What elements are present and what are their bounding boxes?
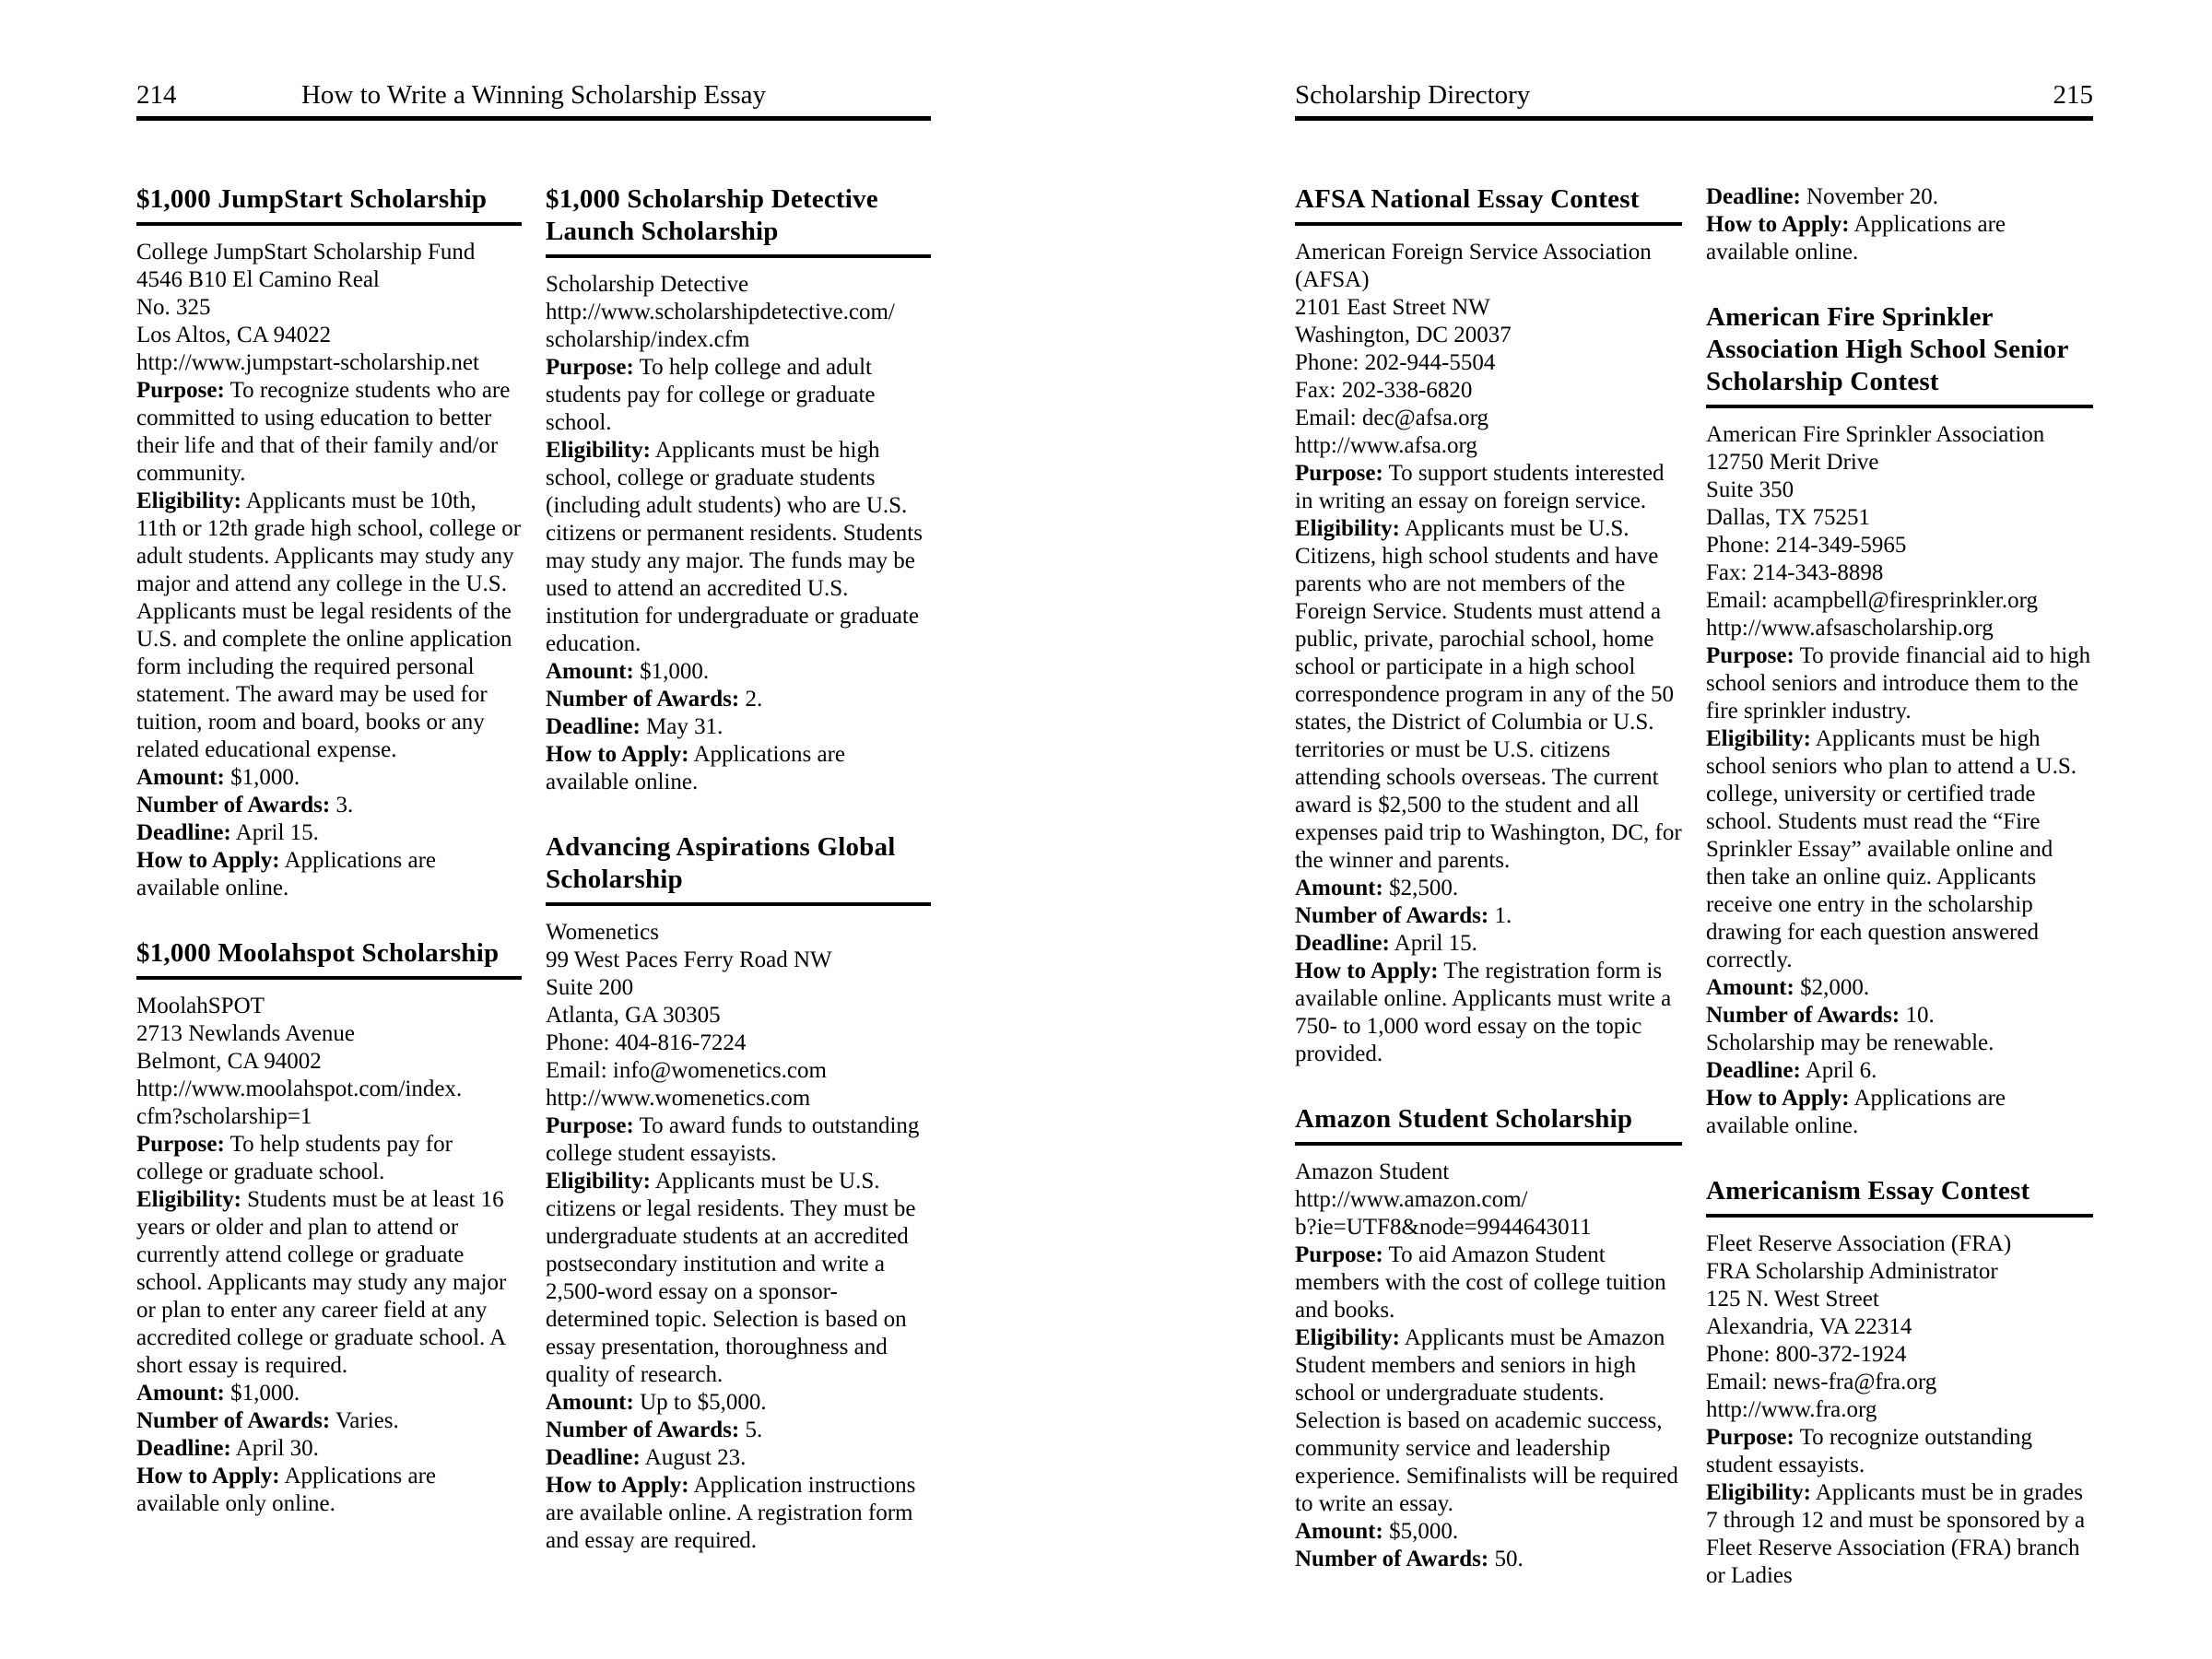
address-line [546, 1002, 931, 1030]
field-label: Eligibility: [1706, 1480, 1811, 1505]
address-line [1706, 449, 2093, 477]
field-label: How to Apply: [546, 742, 689, 767]
field-label: Deadline: [136, 1436, 231, 1461]
field-text: http://www.afsascholarship.org [1706, 616, 1994, 641]
field-text: To provide financial aid to high school seniors and introduce them to the fire sprinkler industry. [1706, 643, 2091, 724]
field-text: Fleet Reserve Association (FRA) [1706, 1231, 2012, 1256]
address-line [546, 947, 931, 974]
scholarship-entry [546, 183, 931, 796]
field-eligibility [546, 437, 931, 658]
page-215 [1295, 79, 2093, 1590]
address-line [136, 1020, 522, 1048]
field-label: How to Apply: [1706, 1086, 1850, 1111]
field-text: Phone: 800-372-1924 [1706, 1342, 1907, 1367]
field-label: Number of Awards: [546, 1418, 740, 1442]
field-text: Scholarship Detective [546, 272, 749, 297]
address-line [136, 1103, 522, 1131]
field-label: Eligibility: [1295, 516, 1400, 541]
field-deadline [1295, 930, 1682, 958]
field-label: Eligibility: [546, 1169, 651, 1194]
page-number: 214 [136, 80, 177, 110]
field-text: 2. [745, 687, 763, 712]
address-line [1706, 615, 2093, 642]
field-text: Applicants must be 10th, 11th or 12th grade high school, college or adult students. Applicants may study any major and attend any college in the U.S. Applicants must be legal residents of the U.S. and complete the online application form including the required personal statement. The award may be used for tuition, room and board, books or any related educational expense. [136, 488, 522, 762]
field-eligibility [546, 1168, 931, 1389]
entry-title: $1,000 Scholarship Detective Launch Scholarship [546, 183, 931, 258]
address-line [1295, 349, 1682, 377]
address-line [1706, 1258, 2093, 1286]
field-text: April 15. [235, 820, 319, 845]
address-line [1295, 1159, 1682, 1186]
field-text: Applicants must be U.S. Citizens, high school students and have parents who are not members of the Foreign Service. Students must attend a public, private, parochial school, home school or participate in a high school correspondence program in any of the 50 states, the District of Columbia or U.S. territories or must be U.S. citizens attending schools overseas. The current award is $2,500 to the student and all expenses paid trip to Washington, DC, for the winner and parents. [1295, 516, 1682, 873]
field-label: Number of Awards: [136, 1408, 331, 1433]
field-text: Application instructions are available online. A registration form and essay are required. [546, 1473, 916, 1553]
field-label: Number of Awards: [1295, 903, 1489, 928]
address-line [1706, 1369, 2093, 1396]
page-214 [136, 79, 931, 1555]
address-line [1706, 587, 2093, 615]
field-text: To recognize students who are committed to using education to better their life and that of their family and/or community. [136, 378, 511, 486]
field-label: Number of Awards: [546, 687, 740, 712]
field-text: To help students pay for college or graduate school. [136, 1132, 453, 1184]
entry-title: Amazon Student Scholarship [1295, 1103, 1682, 1146]
field-howtoapply [136, 847, 522, 902]
field-howtoapply [1706, 1085, 2093, 1140]
address-line [1295, 322, 1682, 349]
field-label: Purpose: [136, 1132, 225, 1157]
address-line [546, 1085, 931, 1112]
field-purpose [136, 377, 522, 488]
address-line [546, 326, 931, 354]
field-text: 125 N. West Street [1706, 1287, 1879, 1312]
field-label: Purpose: [546, 355, 634, 380]
field-label: Number of Awards: [136, 793, 331, 818]
field-text: Womenetics [546, 920, 659, 945]
field-text: 2713 Newlands Avenue [136, 1021, 355, 1046]
address-line [1706, 1230, 2093, 1258]
column [136, 183, 522, 1555]
column [1706, 183, 2093, 1590]
field-amount [546, 658, 931, 686]
field-howtoapply [546, 1472, 931, 1555]
field-amount [546, 1389, 931, 1417]
field-numberofawards [1295, 1546, 1682, 1573]
address-line [1295, 294, 1682, 322]
field-purpose [136, 1131, 522, 1186]
field-text: 4546 B10 El Camino Real [136, 267, 380, 292]
field-label: Amount: [136, 765, 225, 790]
address-line [1295, 405, 1682, 432]
field-text: 12750 Merit Drive [1706, 450, 1879, 475]
field-eligibility [1706, 725, 2093, 974]
field-label: Eligibility: [546, 438, 651, 463]
field-text: Email: news-fra@fra.org [1706, 1370, 1937, 1394]
field-text: April 6. [1805, 1058, 1877, 1083]
field-text: Amazon Student [1295, 1159, 1450, 1184]
field-howtoapply [546, 741, 931, 796]
field-text: $2,500. [1389, 876, 1459, 900]
address-line [136, 349, 522, 377]
entry-title: American Fire Sprinkler Association High School Senior Scholarship Contest [1706, 301, 2093, 408]
scholarship-entry [1706, 1175, 2093, 1590]
field-text: To support students interested in writing an essay on foreign service. [1295, 461, 1665, 513]
field-text: American Foreign Service Association [1295, 240, 1652, 265]
column [546, 183, 931, 1555]
address-line [1295, 266, 1682, 294]
field-text: November 20. [1806, 184, 1939, 209]
field-text: Email: acampbell@firesprinkler.org [1706, 588, 2038, 613]
field-amount [136, 764, 522, 792]
entry-title: AFSA National Essay Contest [1295, 183, 1682, 226]
field-text: Applications are available only online. [136, 1464, 436, 1516]
field-amount [1295, 875, 1682, 902]
field-text: scholarship/index.cfm [546, 327, 750, 352]
address-line [546, 919, 931, 947]
field-text: $5,000. [1389, 1519, 1459, 1544]
field-text: http://www.fra.org [1706, 1397, 1877, 1422]
field-deadline [1706, 183, 2093, 211]
field-purpose [1295, 1241, 1682, 1324]
scholarship-entry [1295, 183, 1682, 1068]
field-label: Deadline: [1706, 1058, 1801, 1083]
field-text: Washington, DC 20037 [1295, 323, 1512, 347]
field-text: 1. [1494, 903, 1512, 928]
address-line [136, 1076, 522, 1103]
field-text: Suite 200 [546, 975, 634, 1000]
address-line [1706, 504, 2093, 532]
field-label: How to Apply: [136, 848, 280, 873]
field-text: Applicants must be in grades 7 through 12 and must be sponsored by a Fleet Reserve Association (FRA) branch or Ladies [1706, 1480, 2086, 1588]
field-howtoapply [1295, 958, 1682, 1068]
field-text: Applications are available online. [1706, 1086, 2006, 1138]
field-text: Applications are available online. [546, 742, 845, 794]
address-line [1706, 477, 2093, 504]
scholarship-entry [1706, 301, 2093, 1140]
address-line [136, 1048, 522, 1076]
field-purpose [1706, 642, 2093, 725]
field-howtoapply [136, 1463, 522, 1518]
scholarship-entry [1706, 183, 2093, 266]
scholarship-entry [1295, 1103, 1682, 1573]
address-line [1295, 1186, 1682, 1214]
field-eligibility [1295, 515, 1682, 875]
field-label: Amount: [546, 659, 634, 684]
field-text: April 15. [1394, 931, 1477, 956]
field-eligibility [1706, 1479, 2093, 1590]
field-howtoapply [1706, 211, 2093, 266]
field-numberofawards [136, 1407, 522, 1435]
page-header-right [1295, 79, 2093, 121]
address-line [1295, 432, 1682, 460]
field-text: College JumpStart Scholarship Fund [136, 240, 476, 265]
field-text: http://www.moolahspot.com/index. [136, 1077, 463, 1101]
field-text: The registration form is available online. Applicants must write a 750- to 1,000 word essay on the topic provided. [1295, 959, 1672, 1066]
address-line [136, 239, 522, 266]
address-line [1706, 1396, 2093, 1424]
field-text: $1,000. [230, 1381, 300, 1406]
field-text: Email: info@womenetics.com [546, 1058, 827, 1083]
field-label: How to Apply: [546, 1473, 689, 1498]
field-numberofawards [546, 1417, 931, 1444]
field-text: Belmont, CA 94002 [136, 1049, 322, 1074]
address-line [1706, 1286, 2093, 1313]
field-text: $2,000. [1800, 975, 1870, 1000]
address-line [1295, 377, 1682, 405]
address-line [136, 266, 522, 294]
field-deadline [1706, 1057, 2093, 1085]
field-text: Up to $5,000. [640, 1390, 767, 1415]
field-text: 10. [1905, 1003, 1935, 1028]
field-label: Amount: [1295, 1519, 1383, 1544]
address-line [1706, 1341, 2093, 1369]
page-number: 215 [2053, 80, 2093, 110]
field-text: Los Altos, CA 94022 [136, 323, 332, 347]
field-text: Atlanta, GA 30305 [546, 1003, 721, 1028]
field-text: MoolahSPOT [136, 994, 265, 1018]
field-text: Varies. [335, 1408, 399, 1433]
field-text: To help college and adult students pay for college or graduate school. [546, 355, 876, 435]
field-label: Purpose: [1706, 643, 1794, 668]
field-label: Amount: [546, 1390, 634, 1415]
field-label: Amount: [1706, 975, 1794, 1000]
field-text: American Fire Sprinkler Association [1706, 422, 2045, 447]
field-deadline [546, 713, 931, 741]
field-text: 99 West Paces Ferry Road NW [546, 947, 832, 972]
field-text: Applicants must be Amazon Student members and seniors in high school or undergraduate students. Selection is based on academic success, community service and leadership experience. Semifinalists will be required to write an essay. [1295, 1325, 1678, 1516]
address-line [136, 294, 522, 322]
entry-title: Americanism Essay Contest [1706, 1175, 2093, 1218]
field-label: Eligibility: [1706, 726, 1811, 751]
field-text: August 23. [644, 1445, 747, 1470]
field-text: Phone: 214-349-5965 [1706, 533, 1907, 558]
field-text: (AFSA) [1295, 267, 1370, 292]
field-text: Scholarship may be renewable. [1706, 1030, 1994, 1055]
field-text: http://www.amazon.com/ [1295, 1187, 1528, 1212]
field-text: Students must be at least 16 years or older and plan to attend or currently attend college or graduate school. Applicants may study any major or plan to enter any career field at any accredited college or graduate school. A short essay is required. [136, 1187, 507, 1378]
field-text: To aid Amazon Student members with the cost of college tuition and books. [1295, 1242, 1666, 1323]
address-line [1295, 1214, 1682, 1241]
field-label: Deadline: [546, 1445, 641, 1470]
field-text: b?ie=UTF8&node=9944643011 [1295, 1215, 1592, 1240]
field-amount [136, 1380, 522, 1407]
field-label: Deadline: [136, 820, 231, 845]
field-label: Eligibility: [1295, 1325, 1400, 1350]
field-label: How to Apply: [136, 1464, 280, 1488]
running-header-title: Scholarship Directory [1295, 80, 1531, 110]
field-text: 50. [1494, 1547, 1524, 1571]
field-text: Alexandria, VA 22314 [1706, 1314, 1912, 1339]
address-line [1706, 421, 2093, 449]
field-label: Amount: [136, 1381, 225, 1406]
field-text: No. 325 [136, 295, 211, 320]
field-eligibility [136, 488, 522, 764]
field-label: Deadline: [1295, 931, 1390, 956]
field-label: Eligibility: [136, 488, 241, 513]
column [1295, 183, 1682, 1590]
address-line [546, 1030, 931, 1057]
entry-title: Advancing Aspirations Global Scholarship [546, 831, 931, 906]
field-text: http://www.jumpstart-scholarship.net [136, 350, 479, 375]
scholarship-entry [136, 183, 522, 902]
field-text: Phone: 404-816-7224 [546, 1030, 747, 1055]
field-amount [1295, 1518, 1682, 1546]
field-text: http://www.afsa.org [1295, 433, 1477, 458]
address-line [1706, 532, 2093, 559]
address-line [546, 1057, 931, 1085]
field-deadline [136, 1435, 522, 1463]
address-line [1706, 1313, 2093, 1341]
field-text: To award funds to outstanding college student essayists. [546, 1113, 920, 1166]
field-text: 5. [745, 1418, 763, 1442]
field-text: 3. [335, 793, 354, 818]
field-text: http://www.scholarshipdetective.com/ [546, 300, 895, 324]
page-header-left [136, 79, 931, 121]
field-purpose [1295, 460, 1682, 515]
field-eligibility [136, 1186, 522, 1380]
scholarship-entry [136, 937, 522, 1518]
field-text: Phone: 202-944-5504 [1295, 350, 1496, 375]
field-label: Purpose: [136, 378, 225, 403]
columns-left-page [136, 183, 931, 1555]
field-text: http://www.womenetics.com [546, 1086, 811, 1111]
field-text: Applicants must be high school seniors who plan to attend a U.S. college, university or certified trade school. Students must read the “Fire Sprinkler Essay” available online and then take an online quiz. Applicants receive one entry in the scholarship drawing for each question answered correctly. [1706, 726, 2077, 972]
field-label: How to Apply: [1295, 959, 1439, 983]
field-text: May 31. [646, 714, 724, 739]
field-text: Dallas, TX 75251 [1706, 505, 1870, 530]
field-numberofawards [546, 686, 931, 713]
field-label: Deadline: [1706, 184, 1801, 209]
field-text: Suite 350 [1706, 477, 1794, 502]
address-line [1295, 239, 1682, 266]
field-eligibility [1295, 1324, 1682, 1518]
field-label: Amount: [1295, 876, 1383, 900]
running-header-title: How to Write a Winning Scholarship Essay [300, 80, 767, 110]
field-label: Deadline: [546, 714, 641, 739]
field-numberofawards [1706, 1002, 2093, 1030]
field-numberofawards [136, 792, 522, 819]
field-text: Applications are available online. [136, 848, 436, 900]
field-label: Purpose: [1295, 1242, 1383, 1267]
address-line [1706, 559, 2093, 587]
field-numberofawards [1295, 902, 1682, 930]
field-text: Fax: 202-338-6820 [1295, 378, 1473, 403]
field-deadline [136, 819, 522, 847]
scholarship-entry [546, 831, 931, 1555]
field-purpose [1706, 1424, 2093, 1479]
field-amount [1706, 974, 2093, 1002]
field-deadline [546, 1444, 931, 1472]
field-purpose [546, 354, 931, 437]
field-text: Applicants must be high school, college or graduate students (including adult students) who are U.S. citizens or permanent residents. Students may study any major. The funds may be used to attend an accredited U.S. institution for undergraduate or graduate education. [546, 438, 923, 656]
field-text: $1,000. [640, 659, 710, 684]
columns-right-page [1295, 183, 2093, 1590]
address-line [136, 322, 522, 349]
field-label: Eligibility: [136, 1187, 241, 1212]
field-text: Email: dec@afsa.org [1295, 406, 1488, 430]
field-text: April 30. [235, 1436, 319, 1461]
field-label: Purpose: [546, 1113, 634, 1138]
field-label: Purpose: [1706, 1425, 1794, 1450]
field-text: $1,000. [230, 765, 300, 790]
field-text: cfm?scholarship=1 [136, 1104, 312, 1129]
entry-title: $1,000 Moolahspot Scholarship [136, 937, 522, 980]
field-text: To recognize outstanding student essayists. [1706, 1425, 2032, 1477]
field-text: FRA Scholarship Administrator [1706, 1259, 1998, 1284]
field-purpose [546, 1112, 931, 1168]
field-label: Purpose: [1295, 461, 1383, 486]
address-line [546, 271, 931, 299]
address-line [546, 974, 931, 1002]
field-text: Fax: 214-343-8898 [1706, 560, 1884, 585]
entry-title: $1,000 JumpStart Scholarship [136, 183, 522, 226]
address-line [1706, 1030, 2093, 1057]
address-line [546, 299, 931, 326]
field-label: Number of Awards: [1706, 1003, 1900, 1028]
field-text: 2101 East Street NW [1295, 295, 1490, 320]
address-line [136, 993, 522, 1020]
field-text: Applicants must be U.S. citizens or legal residents. They must be undergraduate students at an accredited postsecondary institution and write a 2,500-word essay on a sponsor-determined topic. Selection is based on essay presentation, thoroughness and quality of research. [546, 1169, 916, 1387]
field-label: Number of Awards: [1295, 1547, 1489, 1571]
field-label: How to Apply: [1706, 212, 1850, 237]
field-text: Applications are available online. [1706, 212, 2006, 265]
